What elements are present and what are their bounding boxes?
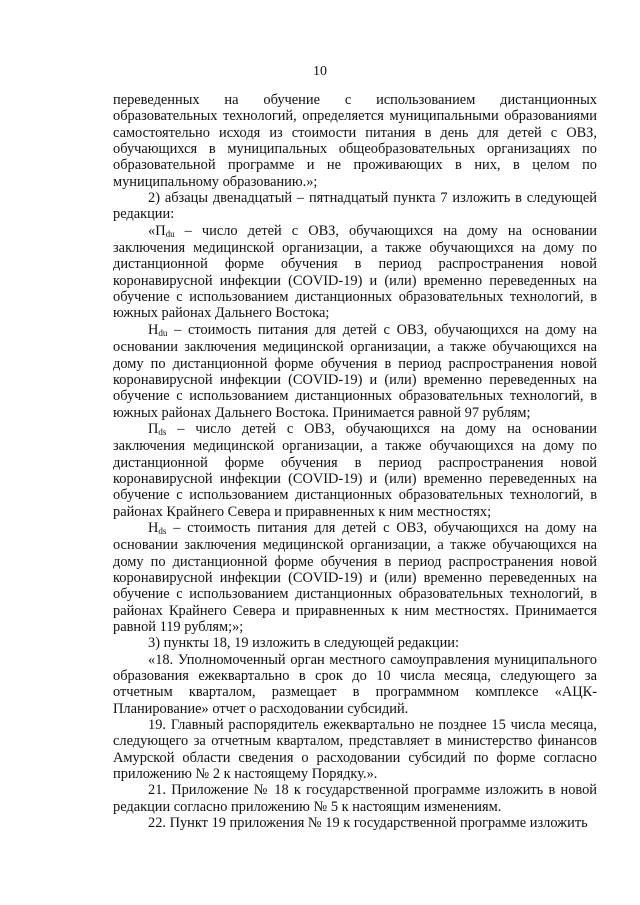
- symbol-subscript: ds: [158, 525, 167, 536]
- paragraph-1: переведенных на обучение с использованием дистанционных образовательных технологий, определяется муниципальными образованиями самостоятельно исходя из стоимости питания в день для детей с ОВЗ, обучающихся в муниципальных общеобразовательных организациях по образовательной программе и не проживающих в них, в целом по муниципальному образованию.»;: [113, 92, 597, 190]
- paragraph-7: 3) пункты 18, 19 изложить в следующей редакции:: [148, 635, 459, 652]
- symbol-subscript: du: [158, 327, 168, 338]
- symbol: «П: [148, 222, 166, 239]
- definition-text: – число детей с ОВЗ, обучающихся на дому на основании заключения медицинской организации, а также обучающихся на дому по дистанционной форме обучения в период распространения новой коронавирусной инфекции (COVID-19) и (или) временно переведенных на обучение с использованием дистанционных образовательных технологий, в южных районах Дальнего Востока;: [113, 222, 597, 322]
- definition-text: – стоимость питания для детей с ОВЗ, обучающихся на дому на основании заключения медицинской организации, а также обучающихся на дому по дистанционной форме обучения в период распространения новой коронавирусной инфекции (COVID-19) и (или) временно переведенных на обучение с использованием дистанционных образовательных технологий, в районах Крайнего Севера и приравненных к ним местностях. Принимается равной 119 рублям;»;: [113, 519, 597, 635]
- paragraph-9: 19. Главный распорядитель ежеквартально не позднее 15 числа месяца, следующего за отчетным кварталом, представляет в министерство финансов Амурской области сведения о расходовании субсидий по форме согласно приложению № 2 к настоящему Порядку.».: [113, 717, 597, 783]
- paragraph-8: «18. Уполномоченный орган местного самоуправления муниципального образования ежеквартально в срок до 10 числа месяца, следующего за отчетным кварталом, размещает в программном комплексе «АЦК-Планирование» отчет о расходовании субсидий.: [113, 651, 597, 717]
- paragraph-10: 21. Приложение № 18 к государственной программе изложить в новой редакции согласно приложению № 5 к настоящим изменениям.: [113, 782, 597, 815]
- document-body: [113, 92, 597, 831]
- symbol: Н: [148, 321, 159, 338]
- symbol-subscript: ds: [158, 426, 167, 437]
- paragraph-11: 22. Пункт 19 приложения № 19 к государственной программе изложить: [148, 815, 588, 832]
- symbol: Н: [148, 519, 159, 536]
- definition-p-du: [113, 223, 597, 322]
- definition-text: – стоимость питания для детей с ОВЗ, обучающихся на дому на основании заключения медицинской организации, а также обучающихся на дому по дистанционной форме обучения в период распространения новой коронавирусной инфекции (COVID-19) и (или) временно переведенных на обучение с использованием дистанционных образовательных технологий, в южных районах Дальнего Востока. Принимается равной 97 рублям;: [113, 321, 597, 421]
- symbol-subscript: du: [165, 228, 175, 239]
- symbol: П: [148, 420, 159, 437]
- paragraph-2: 2) абзацы двенадцатый – пятнадцатый пункта 7 изложить в следующей редакции:: [113, 190, 597, 223]
- definition-n-ds: [113, 520, 597, 635]
- definition-n-du: [113, 322, 597, 421]
- page-number: 10: [313, 64, 327, 79]
- definition-text: – число детей с ОВЗ, обучающихся на дому на основании заключения медицинской организации, а также обучающихся на дому по дистанционной форме обучения в период распространения новой коронавирусной инфекции (COVID-19) и (или) временно переведенных на обучение с использованием дистанционных образовательных технологий, в районах Крайнего Севера и приравненных к ним местностях;: [113, 420, 597, 520]
- definition-p-ds: [113, 421, 597, 520]
